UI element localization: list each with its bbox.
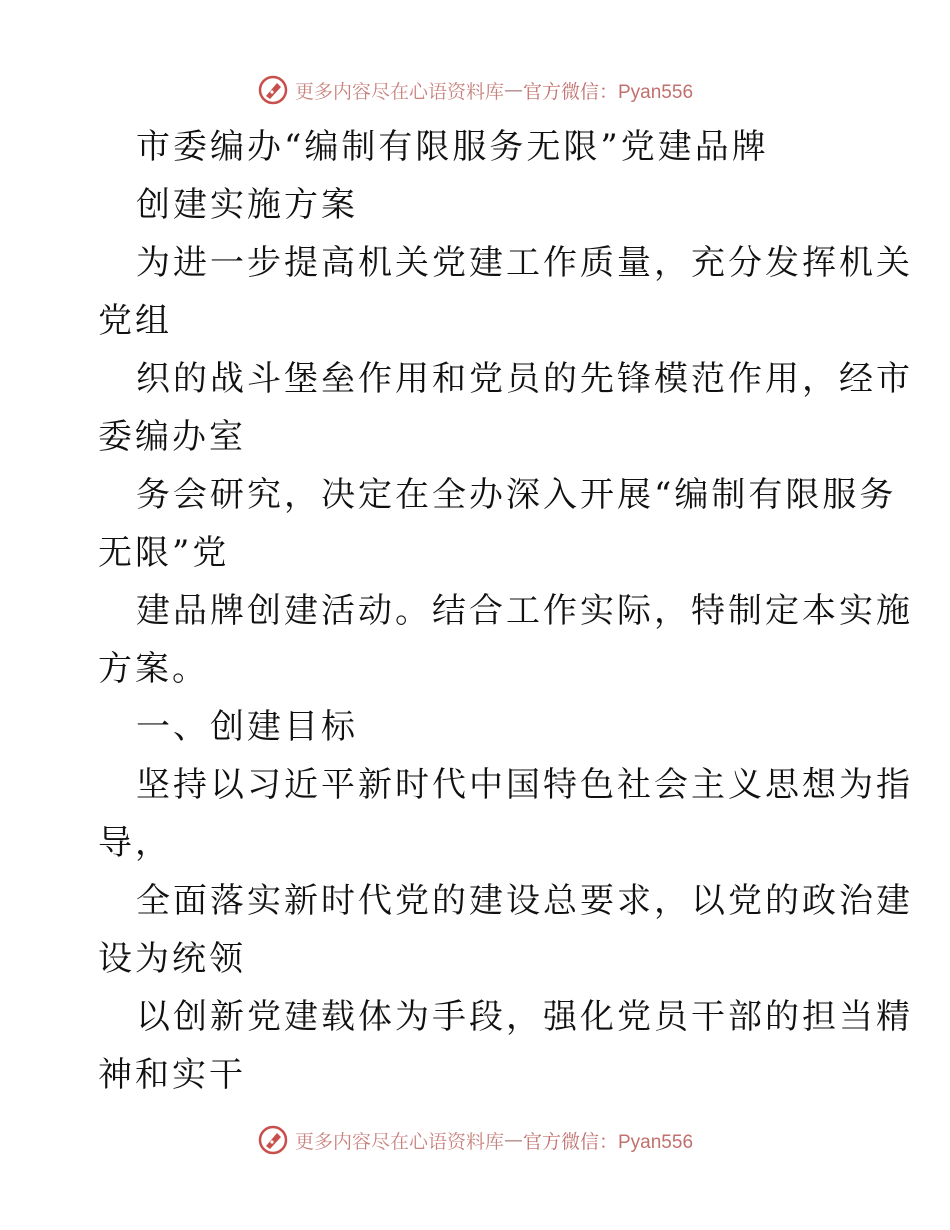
paragraph-line: 委编办室 [98, 417, 246, 457]
pen-nib-logo-icon [257, 1124, 289, 1156]
footer-watermark [0, 1122, 950, 1158]
paragraph-line: 坚持以习近平新时代中国特色社会主义思想为指 [136, 765, 913, 805]
header-watermark [0, 72, 950, 108]
document-title-line-1: 市委编办“编制有限服务无限”党建品牌 [136, 127, 769, 167]
paragraph-line: 以创新党建载体为手段，强化党员干部的担当精 [136, 997, 913, 1037]
paragraph-line: 神和实干 [98, 1055, 246, 1095]
paragraph-line: 全面落实新时代党的建设总要求，以党的政治建 [136, 881, 913, 921]
paragraph-line: 党组 [98, 301, 172, 341]
watermark-dash: — [504, 1129, 523, 1151]
watermark-dash: — [504, 79, 523, 101]
paragraph-line: 建品牌创建活动。结合工作实际，特制定本实施 [136, 591, 913, 631]
pen-nib-logo-icon [257, 74, 289, 106]
paragraph-line: 方案。 [98, 649, 209, 689]
paragraph-line: 导， [98, 823, 172, 863]
paragraph-line: 织的战斗堡垒作用和党员的先锋模范作用，经市 [136, 359, 913, 399]
watermark-account: 官方微信：Pyan556 [523, 1131, 694, 1153]
document-body [98, 118, 913, 1104]
paragraph-line: 设为统领 [98, 939, 246, 979]
document-title-line-2: 创建实施方案 [136, 185, 358, 225]
watermark-text: 更多内容尽在心语资料库 [294, 1130, 504, 1153]
paragraph-line: 为进一步提高机关党建工作质量，充分发挥机关 [136, 243, 913, 283]
paragraph-line: 无限”党 [98, 533, 230, 573]
paragraph-line: 务会研究，决定在全办深入开展“编制有限服务 [136, 475, 897, 515]
section-heading: 一、创建目标 [136, 707, 358, 747]
watermark-text: 更多内容尽在心语资料库 [294, 80, 504, 103]
watermark-account: 官方微信：Pyan556 [523, 81, 694, 103]
